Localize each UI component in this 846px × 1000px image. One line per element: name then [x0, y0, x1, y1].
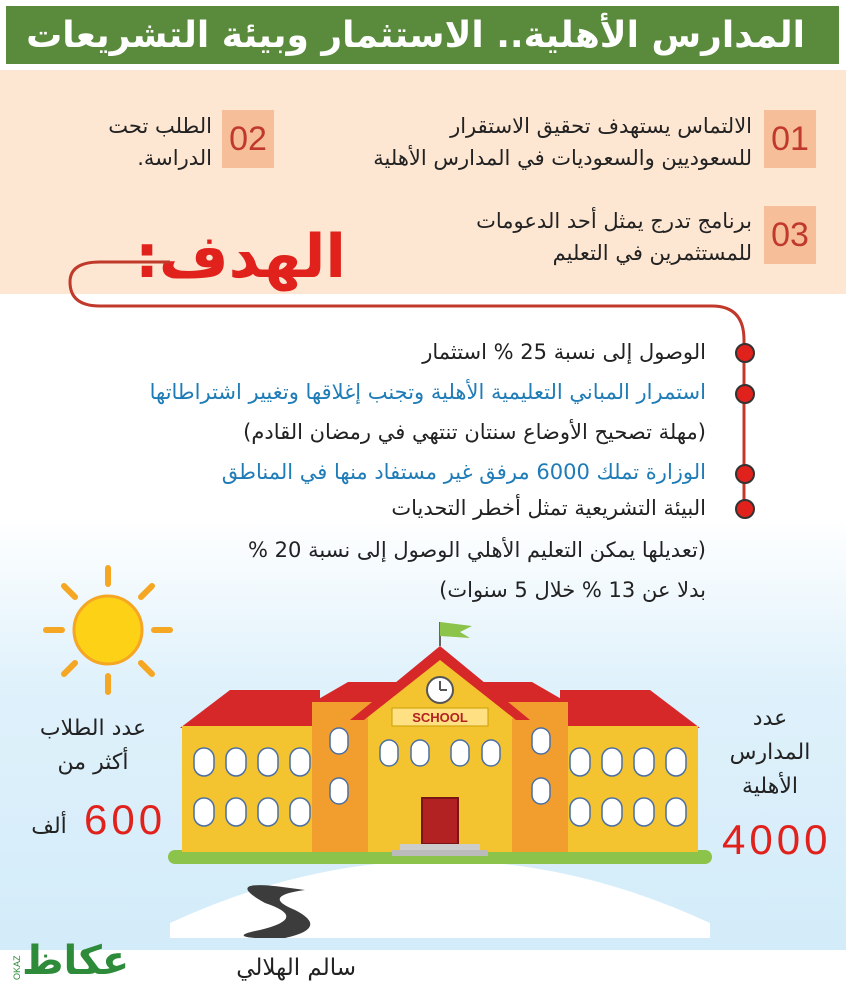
- page-title: المدارس الأهلية.. الاستثمار وبيئة التشريعات: [26, 15, 805, 56]
- okaz-logo-latin: OKAZ: [12, 955, 22, 980]
- schools-label-line-2: المدارس: [729, 740, 811, 765]
- bullet-5: البيئة التشريعية تمثل أخطر التحديات: [391, 496, 706, 520]
- item-text-01-line-1: الالتماس يستهدف تحقيق الاستقرار: [450, 114, 752, 138]
- okaz-logo-arabic: عكاظ: [22, 938, 130, 984]
- timeline-dot-4: [735, 499, 755, 519]
- okaz-logo: [14, 930, 194, 986]
- students-label-line-2: أكثر من: [57, 750, 129, 775]
- item-text-01-line-2: للسعوديين والسعوديات في المدارس الأهلية: [373, 146, 752, 170]
- students-label-line-1: عدد الطلاب: [39, 716, 147, 741]
- bullet-2: استمرار المباني التعليمية الأهلية وتجنب إغلاقها وتغيير اشتراطاتها: [149, 380, 706, 404]
- schools-label-line-3: الأهلية: [742, 774, 798, 799]
- bullet-6: (تعديلها يمكن التعليم الأهلي الوصول إلى نسبة 20 %: [248, 538, 706, 562]
- timeline-dot-3: [735, 464, 755, 484]
- item-text-03-line-2: للمستثمرين في التعليم: [552, 241, 752, 265]
- bullet-7: بدلا عن 13 % خلال 5 سنوات): [439, 578, 706, 602]
- author-credit: سالم الهلالي: [236, 955, 356, 981]
- item-number-02: 02: [222, 110, 274, 168]
- bullet-1: الوصول إلى نسبة 25 % استثمار: [422, 340, 706, 364]
- goal-heading: الهدف:: [134, 222, 346, 292]
- schools-label: [710, 702, 830, 804]
- item-text-02-line-2: الدراسة.: [137, 146, 212, 170]
- schools-label-line-1: عدد: [752, 706, 788, 731]
- timeline-dot-2: [735, 384, 755, 404]
- bullet-4: الوزارة تملك 6000 مرفق غير مستفاد منها في المناطق: [221, 460, 706, 484]
- school-building-illustration: [160, 618, 720, 938]
- schools-count: 4000: [722, 816, 832, 863]
- timeline-dot-1: [735, 343, 755, 363]
- item-text-03-line-1: برنامج تدرج يمثل أحد الدعومات: [476, 209, 752, 233]
- item-text-02-line-1: الطلب تحت: [108, 114, 212, 138]
- students-count: 600: [84, 796, 167, 843]
- item-number-01: 01: [764, 110, 816, 168]
- students-label: [18, 712, 168, 780]
- item-number-03: 03: [764, 206, 816, 264]
- school-sign-text: SCHOOL: [412, 710, 468, 725]
- bullet-3: (مهلة تصحيح الأوضاع سنتان تنتهي في رمضان القادم): [243, 420, 706, 444]
- students-unit: ألف: [31, 814, 67, 839]
